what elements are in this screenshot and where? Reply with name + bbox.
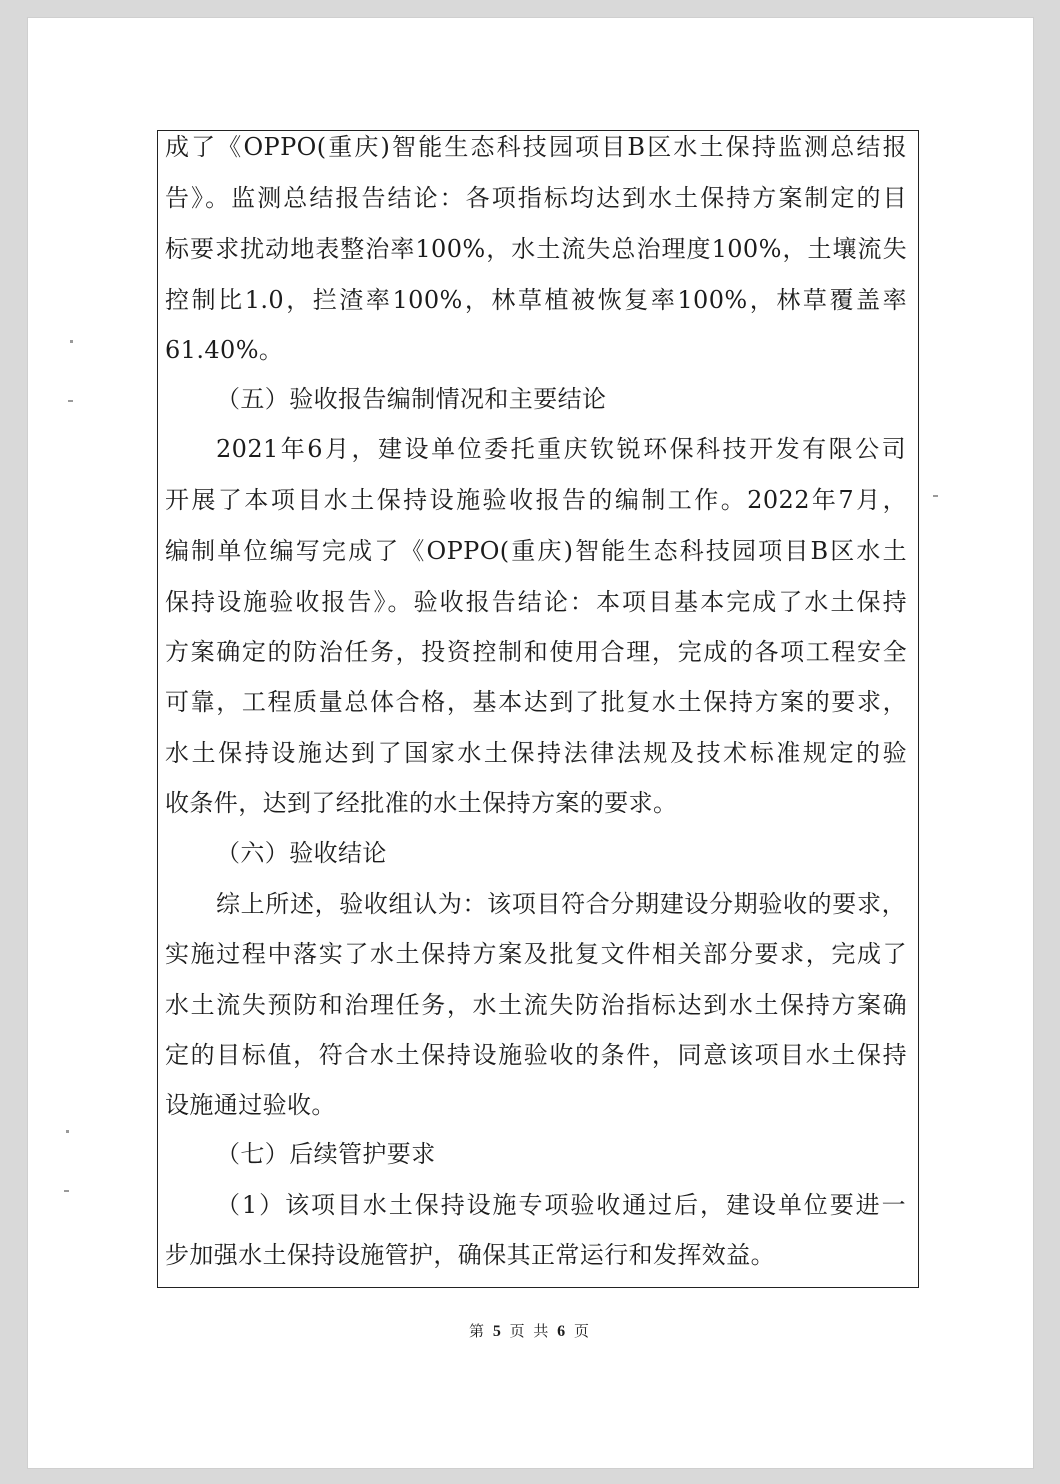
paragraph-line: 告》。监测总结报告结论：各项指标均达到水土保持方案制定的目 [165, 184, 907, 212]
section-heading-7: （七）后续管护要求 [216, 1140, 436, 1168]
section-heading-5: （五）验收报告编制情况和主要结论 [216, 385, 607, 413]
paragraph-line: 标要求扰动地表整治率100%，水土流失总治理度100%，土壤流失 [165, 235, 907, 263]
scan-speck [70, 340, 73, 343]
footer-middle: 页 共 [509, 1322, 551, 1340]
paragraph-line: 可靠，工程质量总体合格，基本达到了批复水土保持方案的要求， [165, 688, 907, 716]
paragraph-line: 收条件，达到了经批准的水土保持方案的要求。 [165, 789, 678, 817]
paragraph-line: 开展了本项目水土保持设施验收报告的编制工作。2022年7月， [165, 486, 907, 514]
paragraph-line: 定的目标值，符合水土保持设施验收的条件，同意该项目水土保持 [165, 1041, 907, 1069]
scan-speck [66, 1130, 69, 1133]
paragraph-line: 保持设施验收报告》。验收报告结论：本项目基本完成了水土保持 [165, 588, 907, 616]
paragraph-line: 水土保持设施达到了国家水土保持法律法规及技术标准规定的验 [165, 739, 907, 767]
scan-speck [68, 400, 73, 402]
paragraph-line: 综上所述，验收组认为：该项目符合分期建设分期验收的要求， [216, 890, 906, 918]
footer-prefix: 第 [469, 1322, 487, 1340]
paragraph-line: 成了《OPPO(重庆)智能生态科技园项目B区水土保持监测总结报 [165, 133, 907, 161]
paragraph-line: 水土流失预防和治理任务，水土流失防治指标达到水土保持方案确 [165, 991, 907, 1019]
paragraph-line: 控制比1.0，拦渣率100%，林草植被恢复率100%，林草覆盖率 [165, 286, 907, 314]
paragraph-line: 方案确定的防治任务，投资控制和使用合理，完成的各项工程安全 [165, 638, 907, 666]
paragraph-line: （1）该项目水土保持设施专项验收通过后，建设单位要进一 [216, 1191, 906, 1219]
page-number-footer [0, 1320, 1060, 1341]
scan-speck [64, 1190, 69, 1192]
scan-speck [933, 495, 938, 497]
paragraph-line: 实施过程中落实了水土保持方案及批复文件相关部分要求，完成了 [165, 940, 907, 968]
total-pages-number: 6 [557, 1323, 568, 1340]
footer-suffix: 页 [573, 1322, 591, 1340]
paragraph-line: 61.40%。 [165, 336, 284, 364]
paragraph-line: 步加强水土保持设施管护，确保其正常运行和发挥效益。 [165, 1241, 775, 1269]
paragraph-line: 设施通过验收。 [165, 1091, 336, 1119]
current-page-number: 5 [492, 1323, 503, 1340]
section-heading-6: （六）验收结论 [216, 839, 387, 867]
paragraph-line: 2021年6月，建设单位委托重庆钦锐环保科技开发有限公司 [216, 435, 906, 463]
paragraph-line: 编制单位编写完成了《OPPO(重庆)智能生态科技园项目B区水土 [165, 537, 907, 565]
